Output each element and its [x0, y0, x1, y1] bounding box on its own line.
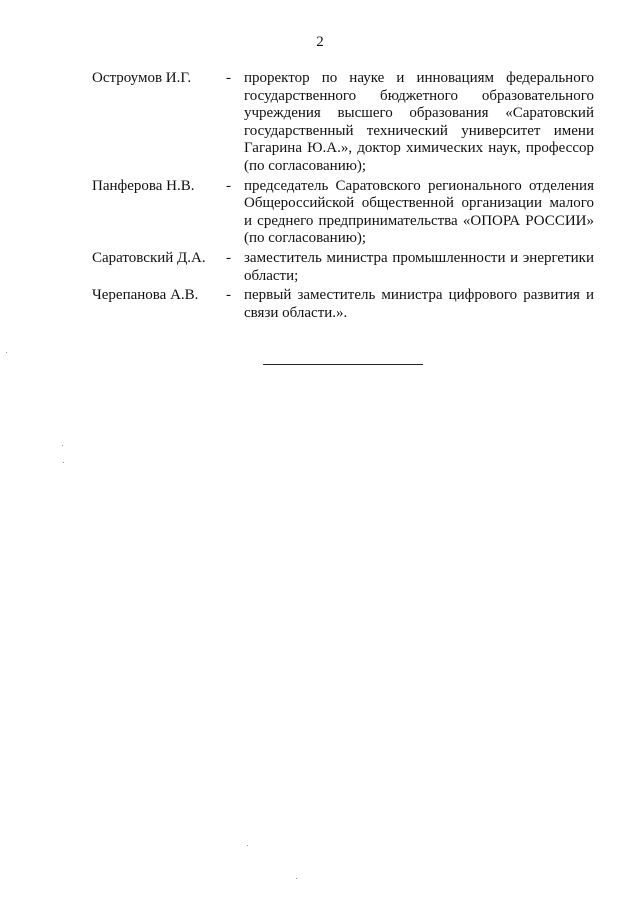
member-entry — [92, 250, 594, 285]
page-number: 2 — [316, 34, 324, 50]
member-entry — [92, 70, 594, 176]
member-name: Остроумов И.Г. — [92, 70, 192, 86]
scan-speck — [6, 352, 7, 353]
scan-speck — [62, 445, 63, 446]
member-position: заместитель министра промышленности и энергетики области; — [244, 249, 594, 284]
member-list — [92, 70, 594, 324]
end-of-document-rule — [263, 364, 423, 365]
entry-dash: - — [226, 249, 231, 266]
member-entry — [92, 287, 594, 322]
member-entry — [92, 178, 594, 248]
member-position: первый заместитель министра цифрового развития и связи области.». — [244, 287, 594, 321]
member-position: проректор по науке и инновациям федерального государственного бюджетного образовательного учреждения высшего образования «Саратовский государственный технический университет имени Гагарина Ю.А.», доктор химических наук, профессор (по согласованию); — [244, 70, 594, 174]
scan-speck — [296, 878, 297, 879]
scan-speck — [63, 462, 64, 463]
member-name: Саратовский Д.А. — [92, 249, 206, 266]
entry-dash: - — [226, 70, 231, 86]
scan-speck — [247, 845, 248, 846]
member-position: председатель Саратовского регионального отделения Общероссийской общественной организации малого и среднего предпринимательства «ОПОРА РОССИИ» (по согласованию); — [244, 177, 594, 247]
member-name: Панферова Н.В. — [92, 177, 195, 194]
entry-dash: - — [226, 177, 231, 194]
entry-dash: - — [226, 287, 231, 304]
member-name: Черепанова А.В. — [92, 287, 199, 304]
